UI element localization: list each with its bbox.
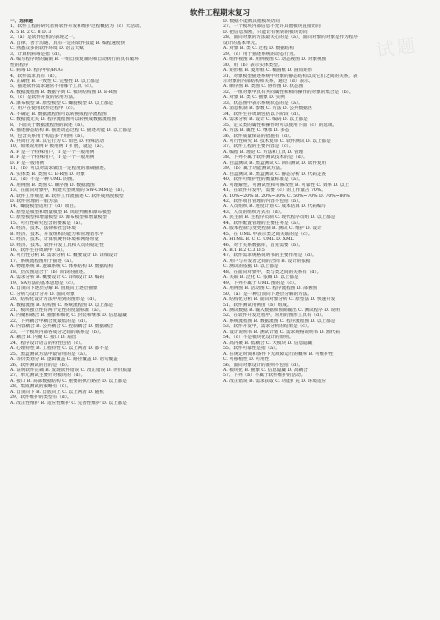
text-line: 28、集成测试的策略有（c）。	[10, 384, 72, 390]
text-line: 38、下列不属于软件测试技术的是（d）。	[223, 155, 308, 161]
text-line: A. 瀑布模型 B. 原型模型 C. 螺旋模型 D. 以上都是	[10, 100, 114, 106]
text-line: 8、下面关于数据流程图的叙述（b）。	[10, 122, 88, 128]
text-line: 31、对象模型描述系统中对象的静态结构以及它们之间的关系，表	[223, 73, 358, 79]
text-line: 47、软件需求规格说明书的主要作用是（d）。	[223, 253, 317, 259]
right-column	[223, 19, 430, 619]
text-line: D. 软件管理的一般方法	[10, 198, 58, 204]
text-line: 17、系统流程图用于描述（a）。	[10, 258, 77, 264]
text-line: A. 需求分析 B. 设计 C. 编码 D. 以上都是	[223, 117, 308, 123]
text-line: 13、在面向对象中，构建大型规划的 SW-CMM是（b）。	[10, 188, 128, 194]
text-line: C. 测试的依据 D. 以上都是	[223, 264, 279, 270]
text-line: D. F 是一般用例	[10, 160, 45, 166]
text-line: A. 数据流图 B. 结构图 C. 系统流程图 D. 以上都是	[10, 302, 114, 308]
text-line: A. 10%~20% B. 20%~30% C. 50%~70% D. 70%~80%	[223, 193, 350, 199]
text-line: A. 内聚和耦合 B. 抽象和细化 C. 封装和继承 D. 信息隐藏	[10, 313, 127, 319]
text-line: 25、黑盒测试方法中最常用的是（a）。	[10, 351, 90, 357]
text-line: 29、（c）用于描述系统的动态行为。	[223, 51, 299, 57]
text-line: A. 版本控制与变更控制 B. 测试 C. 维护 D. 设计	[223, 226, 322, 232]
text-line: 1、软件工程的研究者将软件开发和维护过程概括为（c）大活动。	[10, 24, 145, 30]
text-line: A. 自顶向下逐层分解 B. 由底向上逐层抽象	[10, 286, 98, 292]
text-line: 46、对于关系数据库，首先需要（b）。	[223, 242, 303, 248]
text-line: A. 描述静态结构 B. 描述动态过程 C. 描述功能 D. 以上都是	[10, 128, 132, 134]
text-line: 示对象的内部结构和关系，通过（d）表示。	[223, 78, 314, 84]
text-line: 2、（a）是软件危机的表现之一。	[10, 35, 78, 41]
text-line: 54、（c）不是模块化设计的原则。	[223, 335, 294, 341]
text-line: A. 软件工作规范 B. 软件工作流描述 C. 软件成熟度模型	[10, 193, 124, 199]
text-line: A. 不确定 B. 数据流程图可以转换成程序流程图	[10, 111, 107, 117]
text-line: 50、（a）是一种自顶向下逐层分解的方法。	[223, 291, 312, 297]
text-line: A. 可行性分析 B. 需求分析 C. 概要设计 D. 详细设计	[10, 253, 118, 259]
text-line: A. 编写程序时的漏洞 B. 一组自我复制的和自动执行的具有破坏	[10, 57, 139, 63]
text-line: A. 证明软件正确 B. 发现软件错误 C. 改正错误 D. 评价质量	[10, 368, 132, 373]
text-line: 14、螺旋模型适用于（d）项目。	[10, 204, 79, 210]
text-line: A. 内容耦合 B. 公共耦合 C. 控制耦合 D. 数据耦合	[10, 324, 114, 330]
text-line: 49、下列不属于 UML 图的是（c）。	[223, 280, 299, 286]
text-line: 5、描述软件需求通常不用哪个工具（c）。	[10, 84, 96, 90]
text-line: 57、下列（b）不属于软件维护的活动。	[223, 373, 306, 379]
text-line: A. F 是一个特殊用户，T 是一个一般用例	[10, 149, 95, 155]
text-line: A. 需求分析 B. 概要设计 C. 详细设计 D. 编码	[10, 275, 104, 281]
text-line: 22、下列耦合中耦合度最低的是（d）。	[10, 318, 90, 324]
text-line: 52、在软件开发过程中，常用的图形工具有（d）。	[223, 313, 326, 319]
text-line: A. 心理特性 B. 工程特性 C. 以上两者 D. 都不是	[10, 346, 109, 352]
text-line: A. 编程 B. 理论 C. 方法和工具 D. 管理	[223, 149, 304, 155]
text-line: A. 实体类 B. 类图 C. E-R图 D. 对象	[10, 171, 85, 177]
text-line: 3、计算机病毒是指（d）。	[10, 51, 65, 57]
text-line: 12、（d）不是一种 UML 的图。	[10, 177, 77, 183]
left-column	[10, 19, 217, 619]
text-line: A. 5 B. 2 C. 8 D. 3	[10, 29, 52, 35]
text-line: 18、层次图适合于（b）阶段的描述。	[10, 269, 88, 275]
text-line: 30、用（b）表示实体类型。	[223, 62, 283, 68]
text-line: A. 关联 B. 泛化 C. 依赖 D. 以上都是	[223, 275, 299, 281]
text-line: A. HTML B. C C. UML D. XML	[223, 237, 294, 243]
text-line: A. 共同行为 B. 其它行为 C. 角色 D. 特殊活动	[10, 138, 104, 144]
text-line: 27、一个模块内部信息不允许其他模块直接访问	[223, 24, 321, 30]
text-line: A. 顺序图 B. 类图 C. 协作图 D. 状态图	[223, 84, 304, 90]
text-line: A. 在规定时间和条件下无故障运行的概率 B. 可维护性	[223, 351, 334, 357]
text-line: A. 可理解性、可测试性和可修改性 B. 可靠性 C. 效率 D. 以上	[223, 182, 350, 188]
text-line: 4、软件需求具有（d）。	[10, 73, 60, 79]
text-line: A. 等价类划分 B. 逻辑覆盖 C. 路径覆盖 D. 语句覆盖	[10, 357, 118, 363]
text-line: D. 数据不能被其他模块访问	[223, 19, 280, 24]
text-line: 33、状态图中表示系统状态的是（a）。	[223, 100, 303, 106]
text-line: A. 测试数据 B. 输入数据和预期输出 C. 测试程序 D. 说明	[223, 308, 340, 314]
text-line: C. 数据流无关 D. 程序流程图可以转换成数据流程图	[10, 117, 117, 123]
text-line: 一、选择题	[10, 19, 33, 24]
text-line: A. 白盒测试 B. 黑盒测试 C. 回归测试 D. 软件复用	[223, 160, 327, 166]
text-line: C. 原型模型和增量模型 D. 瀑布模型和增量模型	[10, 215, 107, 221]
watermark: 试题	[374, 35, 420, 62]
text-line: 20、结构化设计方法中用到的图形是（d）。	[10, 297, 100, 303]
text-line: 7、用户在使用软件过程中（c）。	[10, 106, 78, 112]
text-line: C. 熟悉众多的软件环境 D. 语言天赋	[10, 46, 84, 52]
text-line: A. 人员组织 B. 进度计划 C. 成本估算 D. 代码编写	[223, 204, 327, 210]
text-line: 21、模块独立性有两个定性的度量标准（a）。	[10, 308, 104, 314]
text-line: 55、软件可靠性是指（a）。	[223, 346, 280, 352]
text-line: 27、单元测试主要针对模块的（d）。	[10, 373, 86, 379]
text-line: A. B.1 B.2 C.3 D.5	[223, 248, 265, 254]
text-line: A. 原型是模型和增量模型 B. 风险判断和瀑布模型	[10, 209, 112, 215]
text-line: 10、如果说用例 F 被用例 T 扩展，就是（a）。	[10, 144, 107, 150]
text-line: A. 用户与开发者之间的合同 B. 设计的依据	[223, 258, 311, 264]
text-line: 11、（b）可以对需求做出一定程度的准确描述。	[10, 166, 109, 172]
page-title: 软件工程期末复习	[190, 8, 250, 17]
text-line: 45、在 UML 中表示类之间关联的是（c）。	[223, 231, 313, 237]
text-line: C. 经济、技术、计算机硬件环境和网络带宽	[10, 237, 99, 243]
text-line: 41、在软件开发中，需要（c）的工作量占 70%。	[223, 188, 326, 194]
text-line: C. 可移植性 D. 可用性	[223, 357, 270, 363]
text-line: 设计的基本单元。	[223, 40, 260, 46]
text-line: B. 经济、技术、开发组织的能力和管理者水平	[10, 231, 104, 237]
text-line: A. 接口 B. 局部数据结构 C. 重要的执行路径 D. 以上都是	[10, 378, 127, 384]
text-line: 29、软件维护的类型有（d）。	[10, 395, 72, 401]
text-line: A. 对象 B. 类 C. 过程 D. 数据结构	[223, 46, 294, 52]
text-line: A. 物理系统 B. 逻辑系统 C. 体系结构 D. 数据结构	[10, 264, 114, 270]
text-line: 53、软件开发中，需求分析的结果是（c）。	[223, 324, 312, 330]
text-line: 9、包含关系用于构造多个用例（b）。	[10, 133, 88, 139]
text-line: 43、人员的组织方式有（d）。	[223, 209, 285, 215]
text-line: 6、（c）是软件开发的常用方法。	[10, 95, 78, 101]
text-line: C. 分析与设计分开 D. 面向对象	[10, 291, 75, 297]
text-line: B. F 是一个特殊用户，T 是一个一般用例	[10, 155, 95, 161]
text-line: 36、软件质量保证的措施有（d）。	[223, 133, 294, 139]
text-line: 35、定义类的属性和操作时可以使用下面（c）的选项。	[223, 122, 338, 128]
text-line: A. 改正错误 B. 需求获取 C. 功能扩充 D. 环境适应	[223, 378, 327, 384]
text-line: A. 系统流程图 B. 数据流图 C. 程序流程图 D. 以上都是	[223, 318, 336, 324]
text-line: 15、可行性研究包含的要素是（a）。	[10, 220, 86, 226]
text-line: 42、软件项目管理的内容不包括（b）。	[223, 198, 303, 204]
text-line: A. 可行性研究 B. 技术复审 C. 软件测试 D. 以上都是	[223, 138, 331, 144]
text-line: A. 高内聚 B. 低耦合 C. 大模块 D. 信息隐藏	[223, 340, 313, 346]
text-line: 40、软件可维护性的衡量标准是（a）。	[223, 177, 303, 183]
text-line: A. 矩形框 B. 菱形框 C. 椭圆框 D. 圆角矩形	[223, 68, 313, 74]
text-line: A. 正确性 B. 一致性 C. 完整性 D. 以上都是	[10, 78, 100, 84]
text-line: 28、面向对象的方法最关心的是（a），面向对象的对象是作为程序	[223, 35, 358, 41]
text-line: A. 模块化 B. 抽象 C. 信息隐藏 D. 高耦合	[223, 368, 308, 373]
text-line: 34、软件生存周期包括以下阶段（d）。	[223, 111, 303, 117]
text-line: 23、一个模块内部各成分之间的联系是（b）。	[10, 329, 104, 335]
text-line: A. 方法 B. 属性 C. 继承 D. 多态	[223, 128, 290, 134]
text-line: A. 组件视图 B. 用例视图 C. 动态视图 D. 对象视图	[223, 57, 327, 63]
text-line: A. 自律、善于沟通、具有一定的软件技能 B. 编程速度快	[10, 40, 126, 46]
text-line: A. 用例图 B. 活动图 C. 程序流程图 D. 部署图	[223, 286, 317, 292]
text-line: A. 经济、技术、法律和社会环境	[10, 226, 76, 232]
text-line: 56、面向对象设计的准则不包括（d）。	[223, 362, 303, 368]
text-line: A. 白盒测试 B. 黑盒测试 C. 静态分析 D. 代码走查	[223, 171, 327, 177]
two-column-body	[10, 19, 430, 619]
text-line: 24、程序设计语言的特性包括（c）。	[10, 340, 86, 346]
text-line: 16、软件生存周期中（b）。	[10, 248, 68, 254]
text-line: A. 数据流程图 B. 数据字典 C. 模块结构图 D. E-R图	[10, 89, 117, 95]
text-line: D. 经济、技术、软件开发工具和人员的稳定性	[10, 242, 104, 248]
text-line: 39、（b）属于功能测试方法。	[223, 166, 285, 172]
text-line: A. 消息机制 B. 参数 C. 方法 D. 公共数据区	[223, 106, 313, 112]
text-line: 性的程序	[10, 62, 29, 68]
text-line: 48、在面向对象中，类与类之间的关系有（d）。	[223, 269, 322, 275]
text-line: A. 用例图 B. 类图 C. 顺序图 D. 数据流图	[10, 182, 95, 188]
text-line: A. 自顶向下 B. 自底向上 C. 以上两者 D. 随机	[10, 389, 104, 395]
text-line: C. 病毒 D. 程序中的BUG	[10, 68, 63, 74]
text-line: A. 设计说明书 B. 测试计划 C. 需求规格说明书 D. 源代码	[223, 329, 340, 335]
text-line: 19、SA方法的基本思想是（c）。	[10, 280, 78, 286]
text-line: 26、软件测试的目的是（b）。	[10, 362, 72, 368]
text-line: D. 把信息加密，只能让有密钥的模块访问	[223, 29, 308, 35]
text-line: 51、软件测试用例由（b）组成。	[223, 302, 292, 308]
text-line: 44、软件配置管理的主要任务是（a）。	[223, 220, 303, 226]
text-line: A. 对象 B. 类 C. 抽象 D. 实例	[223, 95, 285, 101]
text-line: A. 结构化分析 B. 面向对象分析 C. 原型法 D. 快速开发	[223, 297, 336, 303]
text-line: A. 改正性维护 B. 适应性维护 C. 完善性维护 D. 以上都是	[10, 400, 127, 406]
text-line: A. 耦合 B. 内聚 C. 接口 D. 扇出	[10, 335, 77, 341]
text-line: 32、一组对象中具有共同属性和相同操作的对象的集合是（b）。	[223, 89, 354, 95]
text-line: A. 民主制 B. 主程序员制 C. 现代程序员组 D. 以上都是	[223, 215, 336, 221]
text-line: 37、软件工程的主要内容是（c）。	[223, 144, 294, 150]
